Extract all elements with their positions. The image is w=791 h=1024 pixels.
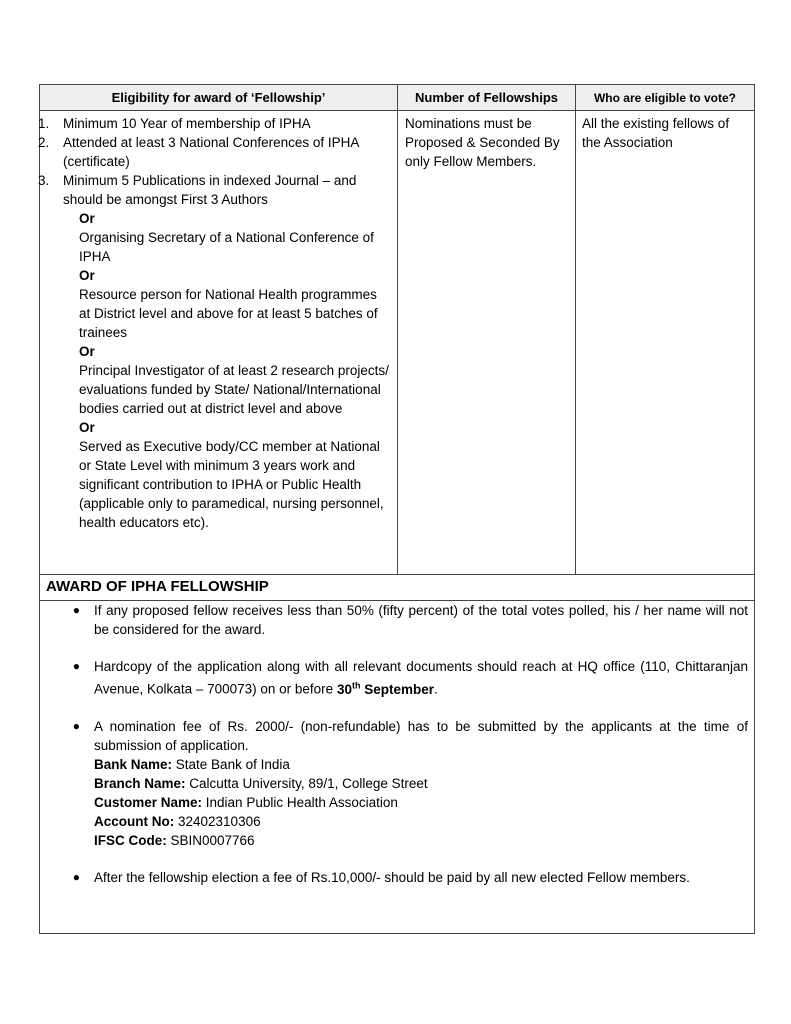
or-label: Or (79, 268, 95, 283)
customer-name-line: Customer Name: Indian Public Health Association (94, 794, 398, 810)
account-no-line: Account No: 32402310306 (94, 813, 261, 829)
criterion-text: Minimum 5 Publications in indexed Journal – and should be amongst First 3 Authors (63, 173, 357, 207)
header-number: Number of Fellowships (398, 85, 576, 110)
bullet-icon: ● (72, 603, 80, 617)
criterion-number: 2. (38, 135, 50, 150)
table-body-row (40, 111, 754, 575)
bullet-text (94, 717, 748, 850)
number-cell: Nominations must be Proposed & Seconded By only Fellow Members. (398, 111, 576, 574)
ifsc-code-line: IFSC Code: SBIN0007766 (94, 832, 255, 848)
bullet-text: After the fellowship election a fee of Rs.10,000/- should be paid by all new elected Fellow members. (94, 869, 690, 885)
bullet-text: If any proposed fellow receives less than 50% (fifty percent) of the total votes polled, his / her name will not be considered for the award. (94, 603, 748, 637)
criterion-number: 1. (38, 116, 50, 131)
bullet-text: Hardcopy of the application along with all relevant documents should reach at HQ office (110, Chittaranjan Avenue, Kolkata – 700073) on or before 30th September. (94, 659, 748, 697)
alternative-2: Resource person for National Health programmes at District level and above for at least 5 batches of trainees (79, 287, 378, 340)
alternative-3: Principal Investigator of at least 2 research projects/ evaluations funded by State/ National/International bodies carried out at district level and above (79, 363, 389, 416)
award-bullet-2 (40, 657, 748, 699)
bullet-icon: ● (72, 718, 80, 733)
or-label: Or (79, 211, 95, 226)
fellowship-table (39, 84, 755, 934)
award-section-title: AWARD OF IPHA FELLOWSHIP (40, 575, 754, 601)
deadline-prefix: Hardcopy of the application along with all relevant documents should reach at HQ office (110, Chittaranjan Avenue, Kolkata – 700073) on or before (94, 659, 748, 697)
bank-details (94, 755, 748, 850)
table-header-row (40, 85, 754, 111)
criterion-text: Minimum 10 Year of membership of IPHA (63, 116, 311, 131)
or-label: Or (79, 344, 95, 359)
alternative-1: Organising Secretary of a National Conference of IPHA (79, 230, 374, 264)
bullet-icon: ● (72, 659, 80, 673)
deadline-day: 30th September (336, 680, 434, 697)
or-label: Or (79, 420, 95, 435)
criterion-3 (38, 171, 391, 209)
criterion-number: 3. (38, 173, 50, 188)
bank-name-line: Bank Name: State Bank of India (94, 756, 290, 772)
voters-cell: All the existing fellows of the Association (582, 116, 730, 150)
criterion-text: Attended at least 3 National Conferences of IPHA (certificate) (63, 135, 359, 169)
award-bullet-4 (40, 868, 748, 887)
award-bullet-1 (40, 601, 748, 639)
header-eligibility: Eligibility for award of ‘Fellowship’ (40, 85, 398, 110)
bullet-icon: ● (72, 869, 80, 884)
alternative-4: Served as Executive body/CC member at National or State Level with minimum 3 years work and significant contribution to IPHA or Public Health (applicable only to paramedical, nursing personnel, health educators etc). (79, 439, 384, 530)
award-section-body (40, 601, 754, 933)
nomination-fee-text: A nomination fee of Rs. 2000/- (non-refundable) has to be submitted by the applicants at the time of submission of application. (94, 718, 748, 753)
criterion-2 (38, 133, 391, 171)
eligibility-cell (40, 111, 398, 574)
branch-name-line: Branch Name: Calcutta University, 89/1, College Street (94, 775, 428, 791)
criterion-1 (38, 114, 391, 133)
header-voters: Who are eligible to vote? (576, 85, 754, 110)
award-bullet-3 (40, 717, 748, 850)
